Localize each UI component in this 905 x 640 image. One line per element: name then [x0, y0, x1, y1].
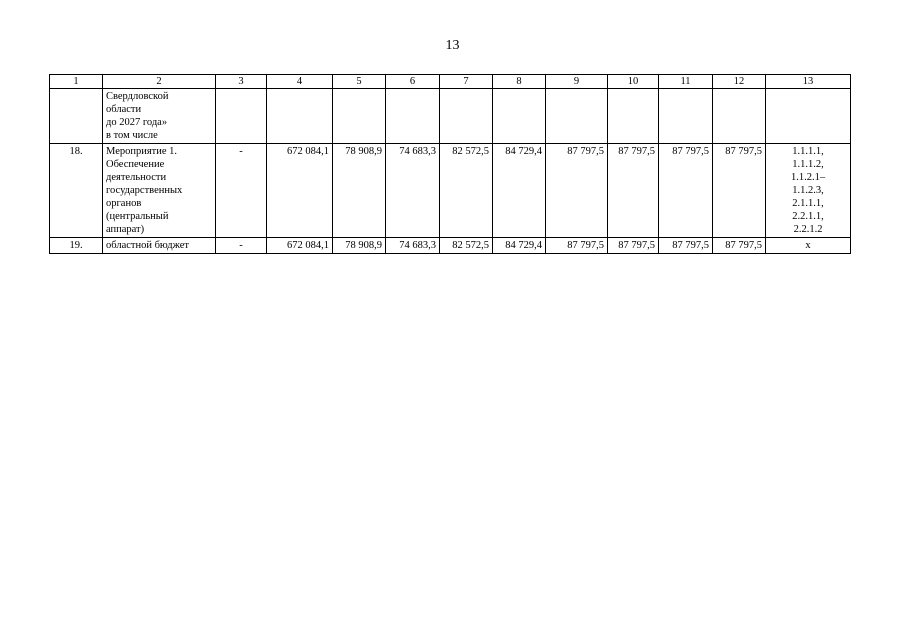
value-cell: 87 797,5: [713, 238, 766, 254]
value-cell: [608, 89, 659, 144]
header-cell: 9: [546, 75, 608, 89]
name-line: до 2027 года»: [106, 117, 168, 128]
header-cell: 4: [267, 75, 333, 89]
value-cell: 87 797,5: [608, 144, 659, 238]
goal-line: 2.2.1.1,: [792, 211, 824, 222]
header-cell: 13: [766, 75, 851, 89]
goal-line: 2.2.1.2: [793, 224, 823, 235]
value-cell: 672 084,1: [267, 238, 333, 254]
name-line: (центральный: [106, 211, 169, 222]
header-cell: 10: [608, 75, 659, 89]
value-cell: [713, 89, 766, 144]
header-row: [50, 75, 851, 89]
row-name-cell: [103, 144, 216, 238]
row-name-cell: [103, 89, 216, 144]
header-cell: 8: [493, 75, 546, 89]
table-row-continuation: [50, 89, 851, 144]
header-cell: 1: [50, 75, 103, 89]
value-cell: 74 683,3: [386, 144, 440, 238]
goal-line: 1.1.2.1–: [790, 172, 826, 183]
budget-table: [49, 74, 851, 254]
table-row: [50, 238, 851, 254]
row-source-cell: -: [216, 144, 267, 238]
header-cell: 5: [333, 75, 386, 89]
value-cell: 78 908,9: [333, 144, 386, 238]
page-number: 13: [445, 38, 460, 53]
value-cell: [493, 89, 546, 144]
value-cell: 74 683,3: [386, 238, 440, 254]
header-cell: 2: [103, 75, 216, 89]
table-row: [50, 144, 851, 238]
goal-line: 2.1.1.1,: [792, 198, 824, 209]
row-name-cell: [103, 238, 216, 254]
name-line: органов: [106, 198, 142, 209]
name-line: областной бюджет: [106, 240, 189, 251]
value-cell: [333, 89, 386, 144]
value-cell: 87 797,5: [546, 144, 608, 238]
value-cell: [267, 89, 333, 144]
row-goal-cell: [766, 144, 851, 238]
row-number-cell: [50, 89, 103, 144]
goal-line: 1.1.1.2,: [792, 159, 824, 170]
name-line: в том числе: [106, 130, 158, 141]
name-line: деятельности: [106, 172, 167, 183]
value-cell: 84 729,4: [493, 238, 546, 254]
name-line: аппарат): [106, 224, 145, 235]
value-cell: [659, 89, 713, 144]
name-line: Мероприятие 1.: [106, 146, 178, 157]
header-cell: 11: [659, 75, 713, 89]
header-cell: 12: [713, 75, 766, 89]
row-number-cell: 18.: [50, 144, 103, 238]
row-goal-cell: [766, 238, 851, 254]
value-cell: 87 797,5: [608, 238, 659, 254]
name-line: государственных: [106, 185, 183, 196]
value-cell: 82 572,5: [440, 238, 493, 254]
row-goal-cell: [766, 89, 851, 144]
header-cell: 6: [386, 75, 440, 89]
value-cell: 87 797,5: [713, 144, 766, 238]
goal-line: 1.1.1.1,: [792, 146, 824, 157]
goal-line: 1.1.2.3,: [792, 185, 824, 196]
row-source-cell: [216, 89, 267, 144]
name-line: Обеспечение: [106, 159, 165, 170]
header-cell: 3: [216, 75, 267, 89]
value-cell: 84 729,4: [493, 144, 546, 238]
name-line: области: [106, 104, 142, 115]
value-cell: 87 797,5: [659, 144, 713, 238]
value-cell: 78 908,9: [333, 238, 386, 254]
value-cell: [440, 89, 493, 144]
goal-line: х: [805, 240, 811, 251]
value-cell: 672 084,1: [267, 144, 333, 238]
row-number-cell: 19.: [50, 238, 103, 254]
value-cell: [386, 89, 440, 144]
row-source-cell: -: [216, 238, 267, 254]
value-cell: 87 797,5: [659, 238, 713, 254]
name-line: Свердловской: [106, 91, 169, 102]
value-cell: 87 797,5: [546, 238, 608, 254]
header-cell: 7: [440, 75, 493, 89]
value-cell: [546, 89, 608, 144]
value-cell: 82 572,5: [440, 144, 493, 238]
